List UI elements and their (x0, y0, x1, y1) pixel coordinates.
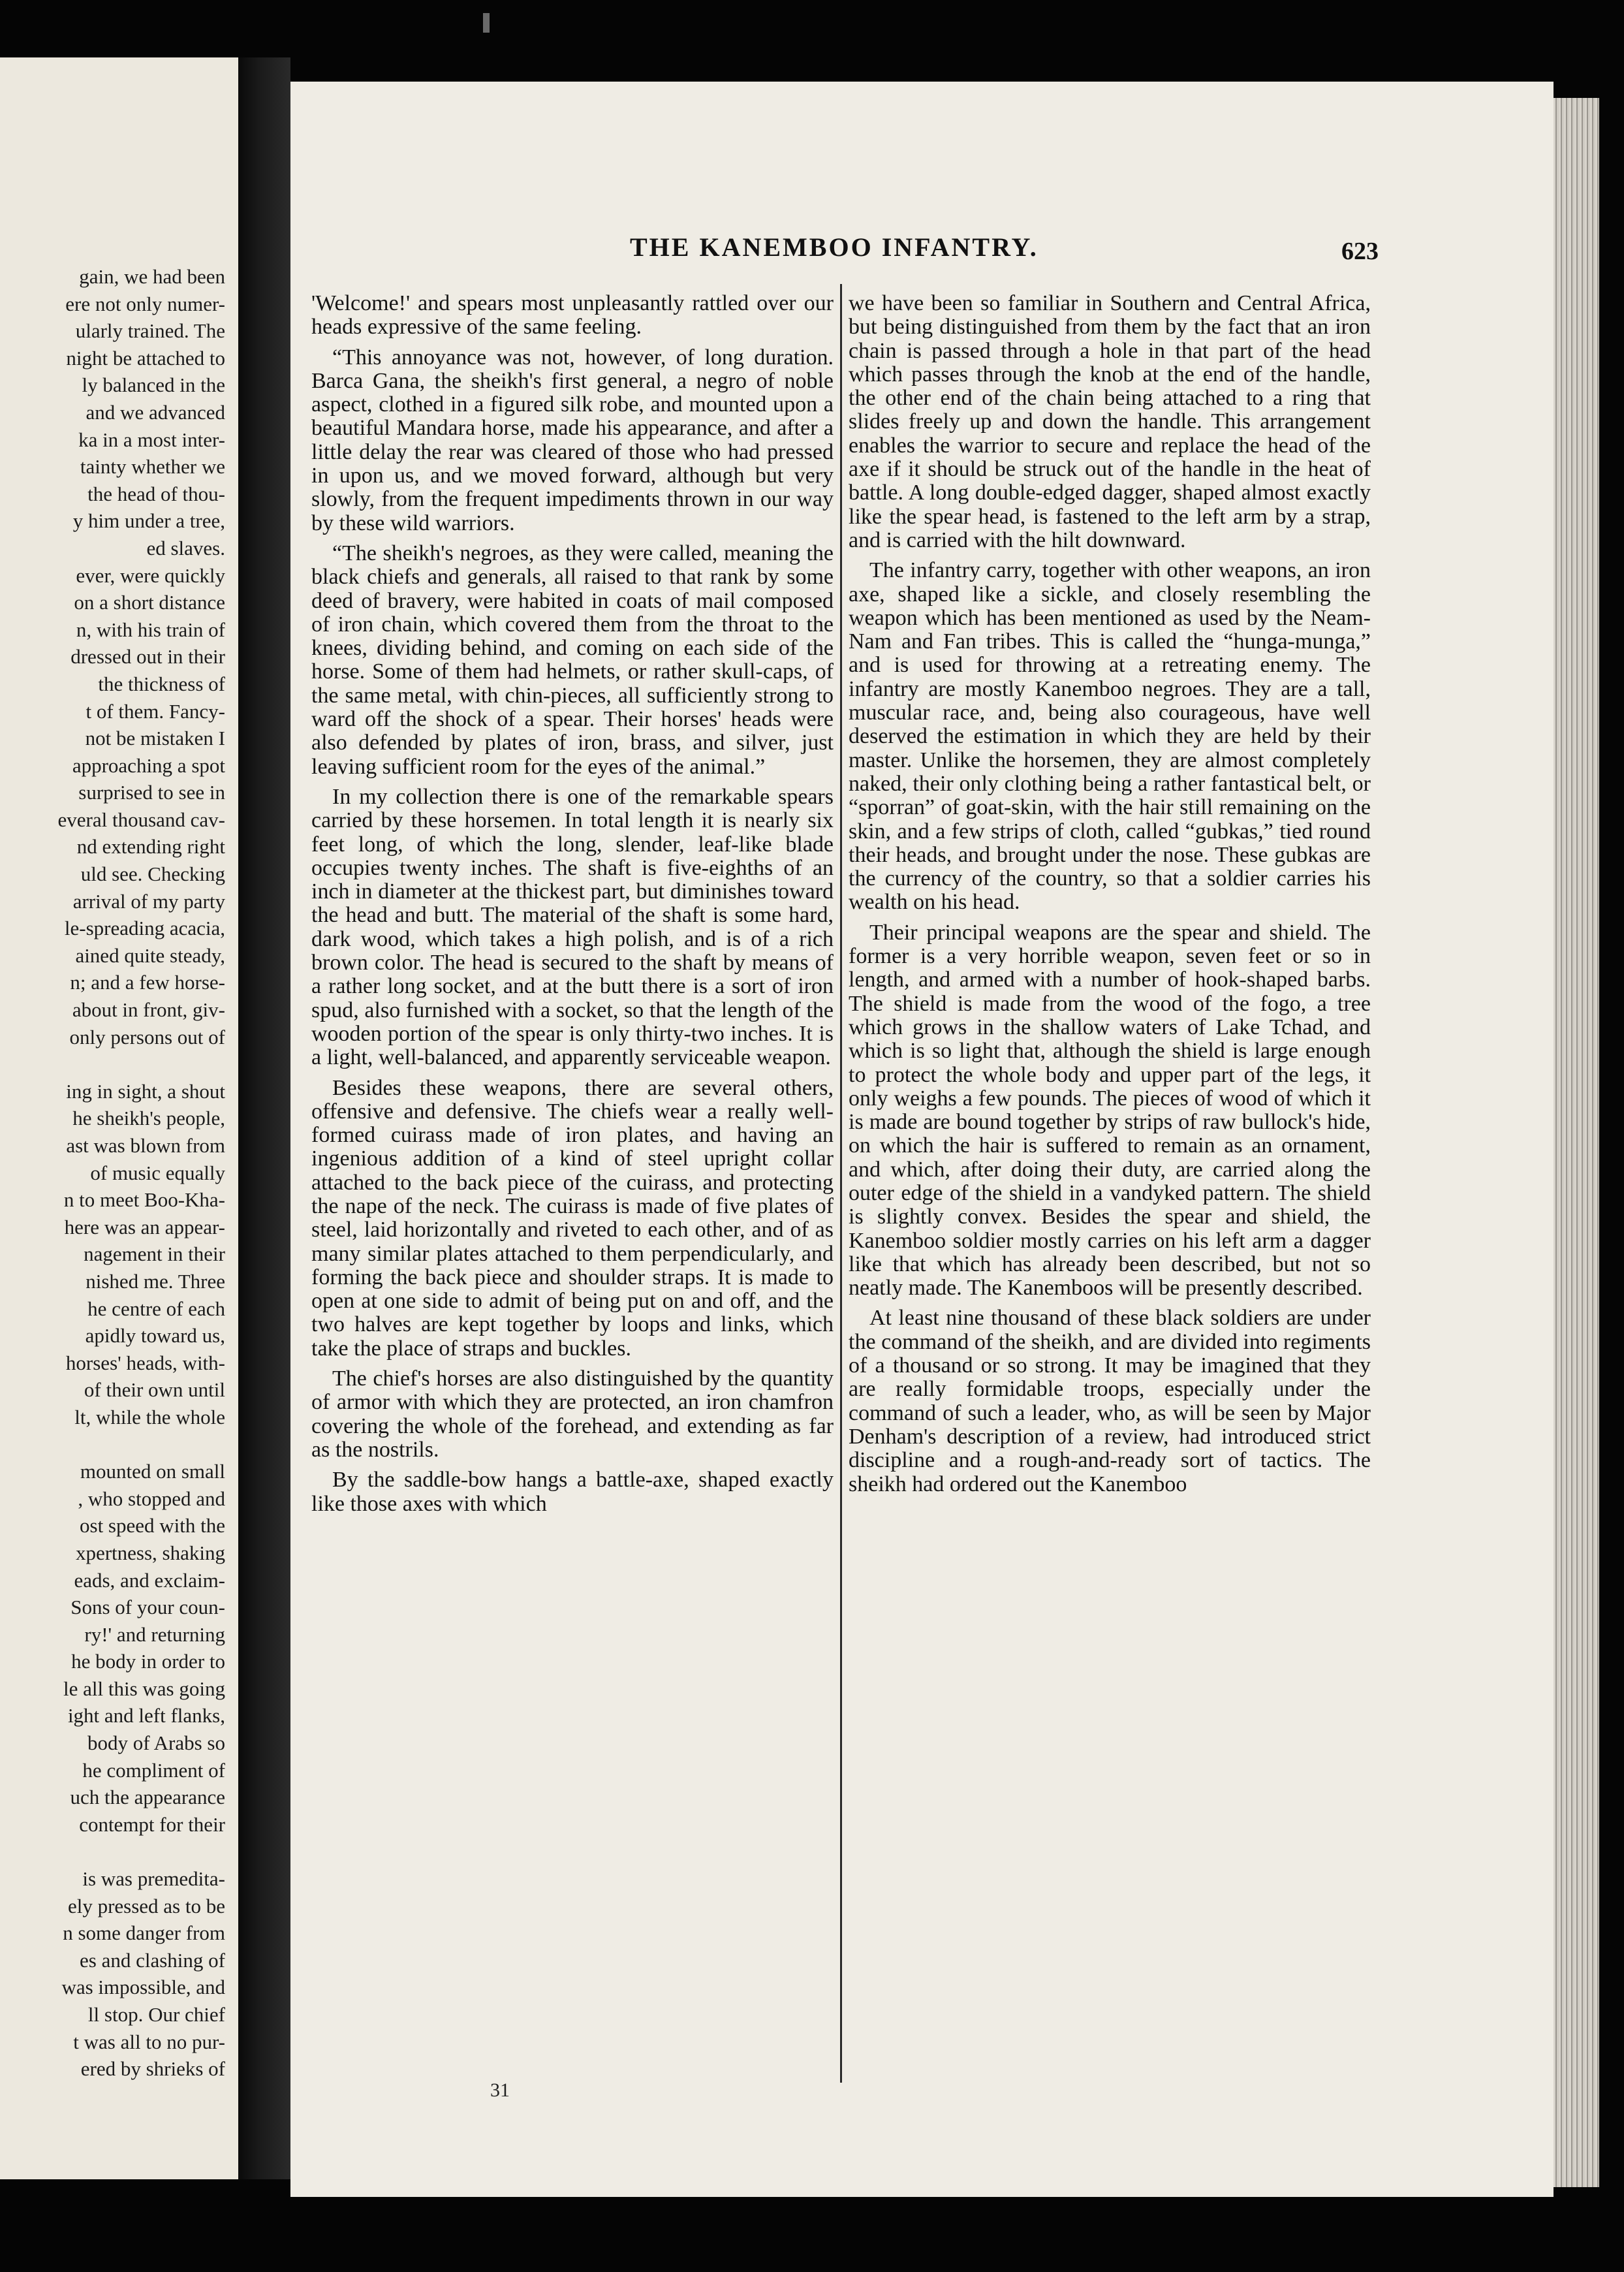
paragraph: At least nine thousand of these black soldiers are under the command of the sheikh, and are divided into regiments of a thousand or so strong. It may be imagined that they are really formidable troops, especially under the command of such a leader, who, as will be seen by Major Denham's description of a review, had introduced strict discipline and a rough-and-ready sort of tactics. The sheikh had ordered out the Kanemboo (849, 1306, 1371, 1496)
left-page-line: ing in sight, a shout (66, 1079, 225, 1103)
left-page-line: nagement in their (84, 1242, 225, 1266)
left-page-line: Sons of your coun- (70, 1596, 225, 1619)
left-page-line: es and clashing of (80, 1948, 225, 1972)
text-column-left (311, 292, 834, 1516)
left-page-line: contempt for their (79, 1812, 225, 1836)
left-page-line: and we advanced (86, 400, 225, 424)
left-page-line: approaching a spot (72, 753, 225, 777)
left-page-line: uch the appearance (70, 1786, 225, 1809)
left-page-line: body of Arabs so (87, 1731, 225, 1755)
left-page-line: ely pressed as to be (67, 1894, 225, 1917)
column-rule (840, 284, 842, 2083)
left-page-line: he compliment of (82, 1758, 225, 1782)
left-page-line: of music equally (90, 1161, 225, 1184)
left-page-line: t of them. Fancy- (86, 699, 225, 723)
left-page-line: ast was blown from (66, 1134, 225, 1157)
text-column-right (849, 292, 1371, 1496)
left-page-line: n; and a few horse- (70, 971, 225, 994)
left-page-line (10, 1838, 225, 1865)
left-page-line: nd extending right (76, 835, 225, 859)
left-page-line: eads, and exclaim- (74, 1568, 225, 1592)
left-page-line: not be mistaken I (85, 727, 225, 750)
paragraph: Besides these weapons, there are several others, offensive and defensive. The chiefs wear a really well-formed cuirass made of iron plates, and having an ingenious addition of a kind of steel upright collar attached to the back piece of the cuirass, and protecting the nape of the neck. The cuirass is made of five plates of steel, laid horizontally and riveted to each other, and of as many similar plates attached to them perpendicularly, and forming the back piece and shoulder straps. It is made to open at one side to admit of being put on and off, and the two halves are kept together by loops and links, which take the place of straps and buckles. (311, 1075, 834, 1361)
left-page-line: tainty whether we (80, 455, 225, 479)
left-page-line: le-spreading acacia, (64, 917, 225, 940)
left-page-line: surprised to see in (78, 781, 225, 804)
left-page-line: dressed out in their (70, 645, 225, 669)
left-page-line: y him under a tree, (72, 509, 225, 533)
paragraph: The chief's horses are also distinguished by the quantity of armor with which they are protected, an iron chamfron covering the whole of the forehead, and extending as far as the nostrils. (311, 1366, 834, 1462)
left-page-line: he centre of each (87, 1297, 225, 1320)
page-header (290, 232, 1554, 277)
running-head: THE KANEMBOO INFANTRY. (630, 232, 1038, 262)
paragraph: “The sheikh's negroes, as they were called, meaning the black chiefs and generals, all raised to that rank by some deed of bravery, were habited in coats of mail composed of iron chain, which covered them from the throat to the knees, dividing behind, and coming on each side of the horse. Some of them had helmets, or rather skull-caps, of the same metal, with chin-pieces, all sufficiently strong to ward off the shock of a spear. Their horses' heads were also defended by plates of iron, brass, and silver, just leaving sufficient room for the eyes of the animal.” (311, 541, 834, 779)
paragraph: we have been so familiar in Southern and Central Africa, but being distinguished from them by the fact that an iron chain is passed through a hole in that part of the head which passes through the knob at the end of the handle, the other end of the chain being attached to a ring that slides freely up and down the handle. This arrangement enables the warrior to secure and replace the head of the axe if it should be struck out of the handle in the heat of battle. A long double-edged dagger, shaped almost exactly like the spear head, is fastened to the left arm by a strap, and is carried with the hilt downward. (849, 291, 1371, 552)
left-page-line: le all this was going (63, 1677, 225, 1700)
left-page-line: ka in a most inter- (78, 428, 225, 451)
left-page-line: ight and left flanks, (67, 1704, 225, 1728)
left-page-line: gain, we had been (79, 265, 225, 288)
book-gutter (238, 57, 290, 2179)
left-page-line: mounted on small (80, 1460, 225, 1483)
left-page-line: the head of thou- (87, 482, 225, 505)
left-page-line: here was an appear- (64, 1215, 225, 1239)
left-page-line (10, 1431, 225, 1459)
left-page-line: ere not only numer- (65, 292, 225, 315)
left-page-line: arrival of my party (72, 889, 225, 913)
left-page-line: night be attached to (66, 346, 225, 370)
left-page-line: was impossible, and (61, 1976, 225, 1999)
left-page-line: of their own until (84, 1378, 225, 1402)
left-page-line: nished me. Three (86, 1269, 225, 1293)
paragraph: Their principal weapons are the spear and shield. The former is a very horrible weapon, seven feet or so in length, and armed with a number of hook-shaped barbs. The shield is made from the wood of the fogo, a tree which grows in the shallow waters of Lake Tchad, and which is so light that, although the shield is large enough to protect the whole body and upper part of the legs, it only weighs a few pounds. The pieces of wood of which it is made are bound together by strips of raw bullock's hide, on which the hair is suffered to remain as an ornament, and which, after doing their duty, are carried along the outer edge of the shield in a vandyked pattern. The shield is slightly convex. Besides the spear and shield, the Kanemboo soldier mostly carries on his left arm a dagger like that which has already been described, but not so neatly made. The Kanemboos will be presently described. (849, 920, 1371, 1301)
left-page-line: n some danger from (63, 1921, 225, 1945)
paragraph: 'Welcome!' and spears most unpleasantly rattled over our heads expressive of the same feeling. (311, 291, 834, 339)
paragraph: By the saddle-bow hangs a battle-axe, shaped exactly like those axes with which (311, 1468, 834, 1516)
page-number: 623 (1341, 238, 1379, 265)
left-page-line: t was all to no pur- (73, 2030, 225, 2053)
left-page-line: ed slaves. (146, 536, 225, 560)
left-page-line: he body in order to (71, 1650, 225, 1673)
film-speck (483, 13, 490, 33)
left-page-line: xpertness, shaking (75, 1541, 225, 1564)
left-page-line: is was premedita- (82, 1867, 225, 1891)
left-page-column (10, 263, 225, 2083)
left-page-line: n to meet Boo-Kha- (63, 1188, 225, 1212)
page-edges (1554, 98, 1599, 2187)
left-page-line: lt, while the whole (74, 1405, 225, 1428)
left-page-line: horses' heads, with- (65, 1351, 225, 1374)
left-facing-page (0, 57, 238, 2179)
left-page-line: on a short distance (74, 591, 225, 614)
left-page-line: he sheikh's people, (72, 1107, 225, 1130)
left-page-line: ry!' and returning (84, 1622, 225, 1646)
paragraph: “This annoyance was not, however, of long duration. Barca Gana, the sheikh's first general, a negro of noble aspect, clothed in a figured silk robe, and mounted upon a beautiful Mandara horse, made his appearance, and after a little delay the rear was cleared of those who had pressed in upon us, and we moved forward, although but very slowly, from the frequent impediments thrown in our way by these wild warriors. (311, 345, 834, 535)
left-page-line: ever, were quickly (76, 563, 225, 587)
signature-mark: 31 (490, 2079, 510, 2101)
paragraph: In my collection there is one of the remarkable spears carried by these horsemen. In total length it is nearly six feet long, of which the long, slender, leaf-like blade occupies twenty inches. The shaft is five-eighths of an inch in diameter at the thickest part, but diminishes toward the head and butt. The material of the shaft is some hard, dark wood, which takes a high polish, and is of a rich brown color. The head is secured to the shaft by means of a rather long socket, and at the butt there is a sort of iron spud, also furnished with a socket, so that the length of the wooden portion of the spear is only thirty-two inches. It is a light, well-balanced, and apparently serviceable weapon. (311, 784, 834, 1070)
left-page-line: ered by shrieks of (80, 2057, 225, 2081)
left-page-line: uld see. Checking (80, 862, 225, 886)
left-page-line: everal thousand cav- (57, 808, 225, 831)
left-page-line: apidly toward us, (85, 1324, 225, 1348)
left-page-line: ly balanced in the (82, 373, 225, 397)
left-page-line: n, with his train of (76, 618, 225, 641)
left-page-line: ularly trained. The (75, 319, 225, 343)
left-page-line: about in front, giv- (72, 998, 225, 1022)
right-page (290, 82, 1554, 2197)
left-page-line: ll stop. Our chief (87, 2003, 225, 2026)
left-page-line: ained quite steady, (75, 943, 225, 967)
paragraph: The infantry carry, together with other weapons, an iron axe, shaped like a sickle, and closely resembling the weapon which has been mentioned as used by the Neam-Nam and Fan tribes. This is called the “hunga-munga,” and is used for throwing at a retreating enemy. The infantry are mostly Kanemboo negroes. They are a tall, muscular race, and, being also courageous, have well deserved the estimation in which they are held by their master. Unlike the horsemen, they are almost completely naked, their only clothing being a rather fantastical belt, or “sporran” of goat-skin, with the hair still remaining on the skin, and a few strips of cloth, called “gubkas,” tied round their heads, and brought under the nose. These gubkas are the currency of the country, so that a soldier carries his wealth on his head. (849, 558, 1371, 915)
left-page-line: , who stopped and (78, 1487, 225, 1510)
left-page-line: ost speed with the (80, 1514, 225, 1538)
left-page-line (10, 1050, 225, 1078)
left-page-line: only persons out of (69, 1025, 225, 1049)
left-page-line: the thickness of (98, 672, 225, 695)
